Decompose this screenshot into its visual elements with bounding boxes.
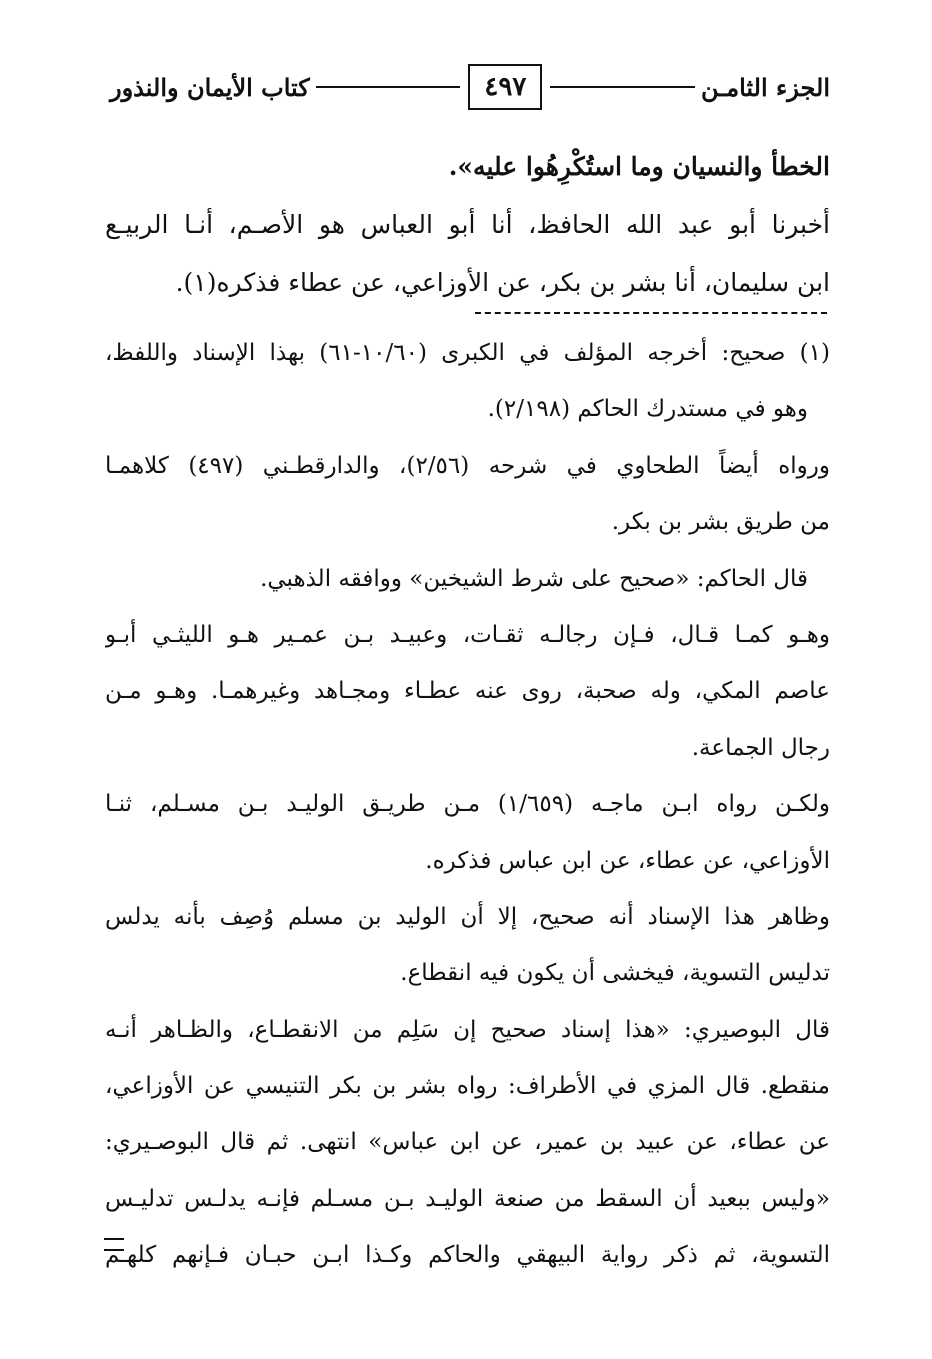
footnote-line: عن عطاء، عن عبيد بن عمير، عن ابن عباس» انتهى. ثم قال البوصـيري: [105, 1129, 830, 1156]
running-header [110, 60, 830, 114]
main-line: أخبرنا أبو عبد الله الحافظ، أنا أبو العباس هو الأصـم، أنـا الربيـع [105, 210, 830, 239]
page-number: ٤٩٧ [468, 64, 542, 110]
footnote-line: «وليس ببعيد أن السقط من صنعة الوليـد بـن مسـلم فإنـه يدلـس تدليـس [105, 1185, 830, 1212]
volume-label: الجزء الثامـن [700, 72, 830, 102]
continuation-mark [104, 1238, 124, 1251]
footnote-line: من طريق بشر بن بكر. [611, 509, 830, 536]
footnote-line: رجال الجماعة. [691, 734, 830, 761]
footnote-line: التسوية، ثم ذكر رواية البيهقي والحاكم وكـذا ابـن حبـان فـإنهم كلهـم [105, 1242, 830, 1269]
footnote-line: وهو في مستدرك الحاكم (٢/١٩٨). [487, 396, 808, 423]
footnote-line: منقطع. قال المزي في الأطراف: رواه بشر بن بكر التنيسي عن الأوزاعي، [105, 1073, 830, 1100]
footnote-line: ولكـن رواه ابـن ماجـه (١/٦٥٩) مـن طريـق الوليـد بـن مسـلم، ثنـا [105, 791, 830, 818]
footnote-separator [475, 312, 827, 314]
footnote-line: (١) صحيح: أخرجه المؤلف في الكبرى (١٠/٦٠-٦١) بهذا الإسناد واللفظ، [105, 340, 830, 366]
footnote-line: وهـو كمـا قـال، فـإن رجالـه ثقـات، وعبيـد بـن عمـير هـو الليثـي أبـو [105, 621, 830, 648]
main-line: ابن سليمان، أنا بشر بن بكر، عن الأوزاعي، عن عطاء فذكره(١). [175, 268, 830, 297]
footnote-line: عاصم المكي، وله صحبة، روى عنه عطـاء ومجـاهد وغيرهمـا. وهـو مـن [105, 678, 830, 705]
book-title: كتاب الأيمان والنذور [110, 72, 310, 102]
header-rule-right [550, 86, 695, 88]
footnote-line: الأوزاعي، عن عطاء، عن ابن عباس فذكره. [425, 847, 830, 874]
footnote-line: تدليس التسوية، فيخشى أن يكون فيه انقطاع. [400, 960, 830, 987]
footnotes [105, 325, 830, 1284]
footnote-line: وظاهر هذا الإسناد أنه صحيح، إلا أن الوليد بن مسلم وُصِف بأنه يدلس [105, 903, 830, 930]
footnote-line: قال الحاكم: «صحيح على شرط الشيخين» ووافقه الذهبي. [260, 565, 808, 592]
footnote-line: ورواه أيضاً الطحاوي في شرحه (٢/٥٦)، والدارقطـني (٤٩٧) كلاهمـا [105, 452, 830, 479]
footnote-line: قال البوصيري: «هذا إسناد صحيح إن سَلِم من الانقطـاع، والظـاهر أنـه [105, 1016, 830, 1043]
main-text [105, 138, 830, 312]
header-rule-left [316, 86, 461, 88]
main-line: الخطأ والنسيان وما استُكْرِهُوا عليه». [448, 152, 830, 181]
